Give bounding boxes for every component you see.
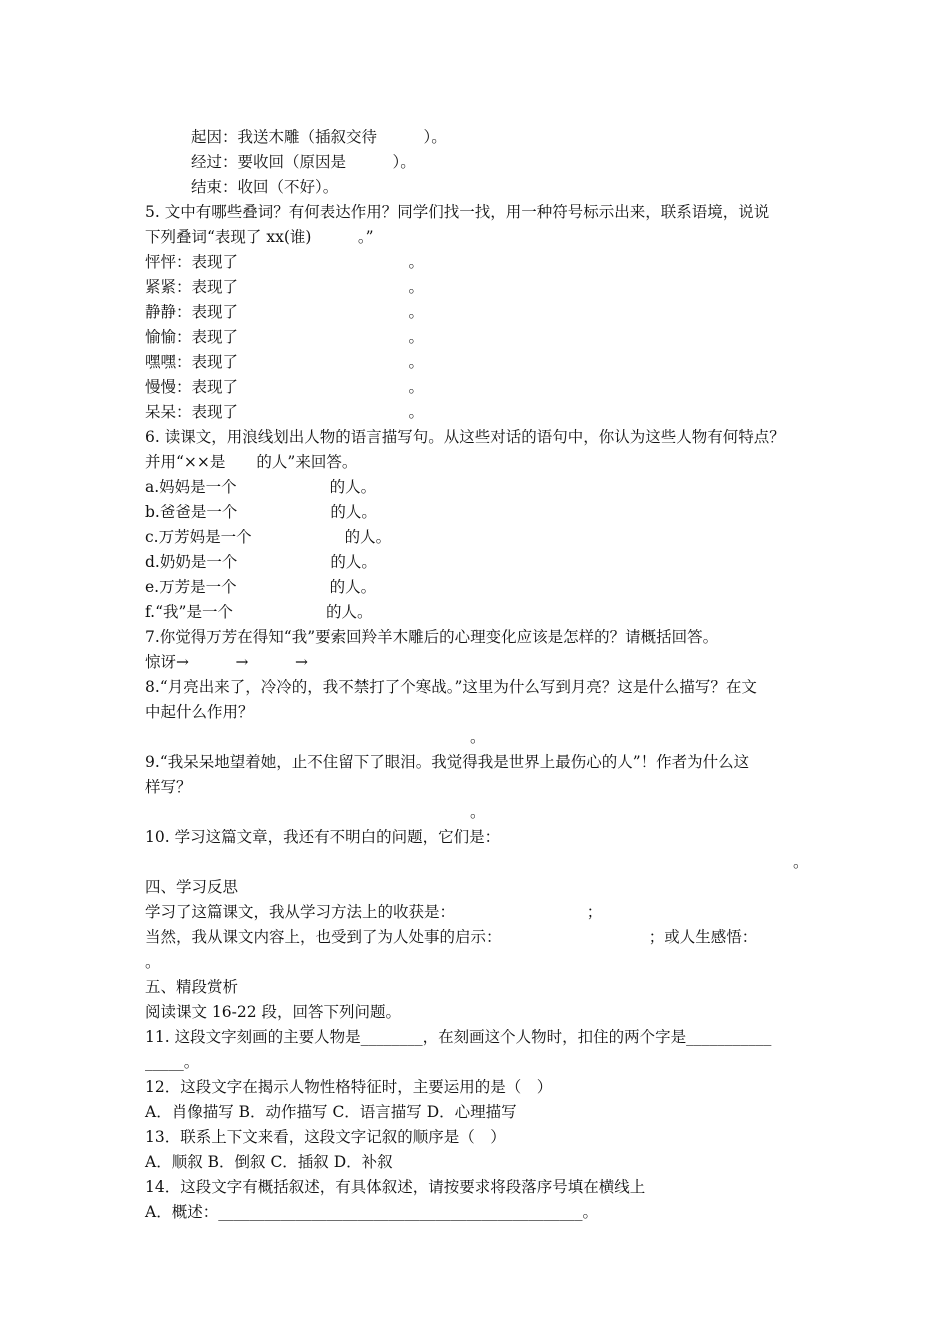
reduplication-item: 呆呆：表现了 。 (145, 403, 425, 421)
question-13-options: A．顺叙 B．倒叙 C．插叙 D．补叙 (145, 1153, 393, 1171)
question-9-cont: 样写？ (145, 778, 192, 796)
question-7-answer: 惊讶→ → → (145, 653, 308, 671)
character-item: a.妈妈是一个 的人。 (145, 478, 377, 496)
character-item: e.万芳是一个 的人。 (145, 578, 377, 596)
question-8: 8.“月亮出来了，冷冷的，我不禁打了个寒战。”这里为什么写到月亮？这是什么描写？在文 (145, 678, 757, 696)
section-heading-appreciation: 五、精段赏析 (145, 978, 239, 996)
question-11: 11. 这段文字刻画的主要人物是________，在刻画这个人物时，扣住的两个字是___________ (145, 1028, 772, 1046)
answer-line-end: 。 (793, 853, 809, 871)
character-item: b.爸爸是一个 的人。 (145, 503, 377, 521)
character-item: c.万芳妈是一个 的人。 (145, 528, 392, 546)
character-item: d.奶奶是一个 的人。 (145, 553, 377, 571)
outline-ending: 结束：收回（不好）。 (191, 178, 339, 196)
reading-instruction: 阅读课文 16-22 段，回答下列问题。 (145, 1003, 402, 1021)
question-13: 13．联系上下文来看，这段文字记叙的顺序是（ ） (145, 1128, 506, 1146)
section-heading-reflection: 四、学习反思 (145, 878, 239, 896)
question-10: 10. 学习这篇文章，我还有不明白的问题，它们是： (145, 828, 501, 846)
question-12-options: A．肖像描写 B．动作描写 C．语言描写 D．心理描写 (145, 1103, 517, 1121)
answer-line-end: 。 (470, 728, 486, 746)
question-7: 7.你觉得万芳在得知“我”要索回羚羊木雕后的心理变化应该是怎样的？请概括回答。 (145, 628, 719, 646)
reduplication-item: 静静：表现了 。 (145, 303, 425, 321)
reduplication-item: 怦怦：表现了 。 (145, 253, 425, 271)
reflection-content: 当然，我从课文内容上，也受到了为人处事的启示： ；或人生感悟： (145, 928, 758, 946)
question-14: 14．这段文字有概括叙述，有具体叙述，请按要求将段落序号填在横线上 (145, 1178, 646, 1196)
character-item: f.“我”是一个 的人。 (145, 603, 373, 621)
answer-line-end: 。 (470, 803, 486, 821)
question-6: 6. 读课文，用浪线划出人物的语言描写句。从这些对话的语句中，你认为这些人物有何特点？ (145, 428, 785, 446)
outline-cause: 起因：我送木雕（插叙交待 ）。 (191, 128, 447, 146)
reduplication-item: 嘿嘿：表现了 。 (145, 353, 425, 371)
question-9: 9.“我呆呆地望着她，止不住留下了眼泪。我觉得我是世界上最伤心的人”！作者为什么这 (145, 753, 750, 771)
reflection-end: 。 (145, 953, 161, 971)
reduplication-item: 愉愉：表现了 。 (145, 328, 425, 346)
reduplication-item: 紧紧：表现了 。 (145, 278, 425, 296)
question-6-cont: 并用“××是 的人”来回答。 (145, 453, 358, 471)
question-12: 12．这段文字在揭示人物性格特征时，主要运用的是（ ） (145, 1078, 553, 1096)
reduplication-item: 慢慢：表现了 。 (145, 378, 425, 396)
outline-process: 经过：要收回（原因是 ）。 (191, 153, 416, 171)
question-5: 5. 文中有哪些叠词？有何表达作用？同学们找一找，用一种符号标示出来，联系语境，说说 (145, 203, 770, 221)
question-14-summary: A．概述：_______________________________________________。 (145, 1203, 598, 1221)
question-11-cont: _____。 (145, 1053, 200, 1071)
reflection-method: 学习了这篇课文，我从学习方法上的收获是： ； (145, 903, 603, 921)
question-5-cont: 下列叠词“表现了 xx(谁) 。” (145, 228, 374, 246)
question-8-cont: 中起什么作用？ (145, 703, 254, 721)
